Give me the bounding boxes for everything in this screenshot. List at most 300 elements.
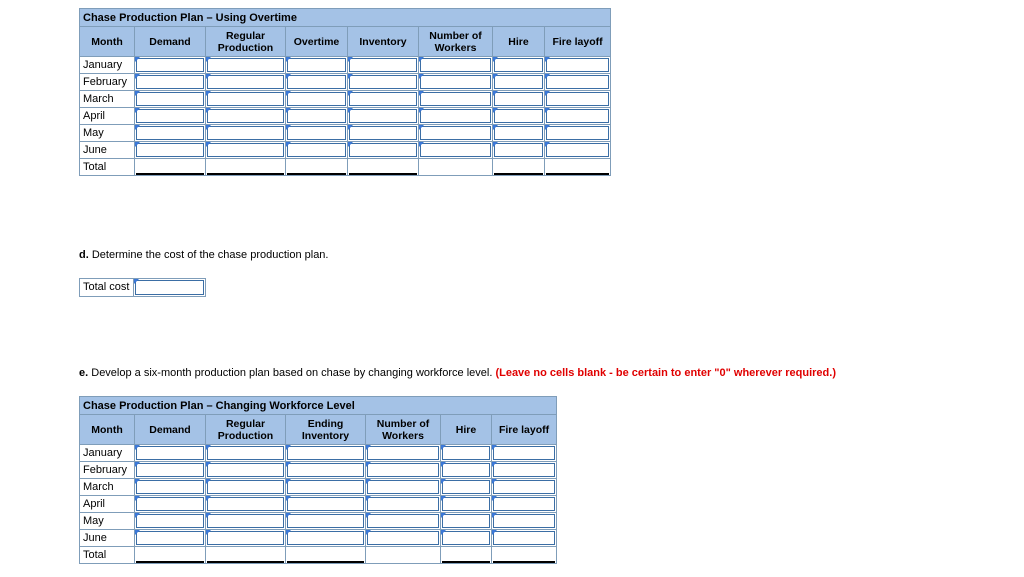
input-cell[interactable]	[135, 91, 206, 108]
empty-cell	[419, 159, 493, 176]
input-field[interactable]	[207, 548, 284, 563]
input-field[interactable]	[207, 75, 284, 89]
input-field[interactable]	[287, 497, 364, 511]
input-field[interactable]	[546, 92, 609, 106]
input-cell[interactable]	[135, 462, 206, 479]
input-field[interactable]	[136, 75, 204, 89]
input-field[interactable]	[442, 463, 490, 477]
input-cell[interactable]	[492, 445, 557, 462]
input-field[interactable]	[207, 92, 284, 106]
input-field[interactable]	[420, 109, 491, 123]
input-field[interactable]	[546, 58, 609, 72]
input-marker-icon	[545, 57, 550, 62]
input-field[interactable]	[136, 531, 204, 545]
input-cell[interactable]	[135, 74, 206, 91]
input-cell[interactable]	[493, 57, 545, 74]
input-marker-icon	[286, 496, 291, 501]
header-number-of-workers: Number of Workers	[366, 415, 441, 445]
input-cell[interactable]	[441, 513, 492, 530]
input-marker-icon	[206, 91, 211, 96]
input-cell[interactable]	[493, 91, 545, 108]
input-cell[interactable]	[206, 125, 286, 142]
input-cell[interactable]	[286, 142, 348, 159]
input-cell[interactable]	[492, 496, 557, 513]
input-cell[interactable]	[493, 142, 545, 159]
input-marker-icon	[366, 530, 371, 535]
input-marker-icon	[348, 142, 353, 147]
total-cost-label: Total cost	[79, 278, 134, 297]
input-cell[interactable]	[286, 513, 366, 530]
input-cell[interactable]	[419, 142, 493, 159]
total-label: Total	[80, 547, 135, 564]
input-field[interactable]	[207, 58, 284, 72]
input-field[interactable]	[494, 58, 543, 72]
input-marker-icon	[134, 279, 139, 284]
month-label: May	[80, 125, 135, 142]
input-field[interactable]	[349, 58, 417, 72]
input-cell[interactable]	[135, 108, 206, 125]
input-field[interactable]	[136, 480, 204, 494]
input-marker-icon	[492, 513, 497, 518]
input-cell[interactable]	[419, 57, 493, 74]
input-marker-icon	[493, 142, 498, 147]
input-cell[interactable]	[206, 513, 286, 530]
month-label: April	[80, 108, 135, 125]
input-field[interactable]	[287, 160, 346, 175]
table-row	[80, 74, 611, 91]
input-marker-icon	[135, 91, 140, 96]
total-cost-input[interactable]	[133, 278, 206, 297]
input-field[interactable]	[287, 548, 364, 563]
input-field[interactable]	[287, 480, 364, 494]
header-hire: Hire	[493, 27, 545, 57]
input-cell[interactable]	[366, 479, 441, 496]
input-marker-icon	[441, 479, 446, 484]
input-field[interactable]	[136, 160, 204, 175]
month-label: February	[80, 462, 135, 479]
input-cell[interactable]	[493, 125, 545, 142]
input-field[interactable]	[494, 160, 543, 175]
table-row	[80, 125, 611, 142]
input-marker-icon	[545, 142, 550, 147]
input-cell[interactable]	[286, 57, 348, 74]
total-input-cell[interactable]	[492, 547, 557, 564]
header-ending-inventory: Ending Inventory	[286, 415, 366, 445]
input-field[interactable]	[349, 75, 417, 89]
input-cell[interactable]	[206, 108, 286, 125]
input-marker-icon	[492, 445, 497, 450]
input-field[interactable]	[287, 92, 346, 106]
total-input-cell[interactable]	[206, 547, 286, 564]
input-field[interactable]	[287, 463, 364, 477]
table-row	[80, 142, 611, 159]
input-field[interactable]	[207, 514, 284, 528]
input-field[interactable]	[287, 109, 346, 123]
input-cell[interactable]	[135, 142, 206, 159]
input-cell[interactable]	[366, 530, 441, 547]
input-cell[interactable]	[135, 479, 206, 496]
input-marker-icon	[366, 479, 371, 484]
input-cell[interactable]	[286, 462, 366, 479]
total-input-cell[interactable]	[441, 547, 492, 564]
input-cell[interactable]	[545, 57, 611, 74]
input-field[interactable]	[207, 109, 284, 123]
input-cell[interactable]	[441, 530, 492, 547]
input-field[interactable]	[494, 143, 543, 157]
input-marker-icon	[348, 57, 353, 62]
input-field[interactable]	[546, 160, 609, 175]
input-marker-icon	[135, 142, 140, 147]
input-field[interactable]	[442, 497, 490, 511]
input-field[interactable]	[493, 463, 555, 477]
input-field[interactable]	[207, 126, 284, 140]
input-field[interactable]	[207, 463, 284, 477]
month-label: May	[80, 513, 135, 530]
input-field[interactable]	[349, 126, 417, 140]
input-marker-icon	[206, 513, 211, 518]
total-row	[80, 159, 611, 176]
input-marker-icon	[419, 142, 424, 147]
total-input-cell[interactable]	[348, 159, 419, 176]
input-cell[interactable]	[206, 142, 286, 159]
total-label: Total	[80, 159, 135, 176]
input-marker-icon	[206, 74, 211, 79]
input-marker-icon	[419, 91, 424, 96]
input-marker-icon	[135, 513, 140, 518]
table-row	[80, 496, 557, 513]
input-field[interactable]	[420, 58, 491, 72]
header-demand: Demand	[135, 27, 206, 57]
input-field[interactable]	[207, 446, 284, 460]
input-field[interactable]	[287, 446, 364, 460]
input-field[interactable]	[349, 160, 417, 175]
input-field[interactable]	[442, 514, 490, 528]
input-field[interactable]	[420, 92, 491, 106]
input-field[interactable]	[136, 126, 204, 140]
input-field[interactable]	[493, 531, 555, 545]
input-marker-icon	[366, 445, 371, 450]
input-field[interactable]	[287, 58, 346, 72]
input-field[interactable]	[136, 497, 204, 511]
total-input-cell[interactable]	[135, 159, 206, 176]
input-field[interactable]	[494, 109, 543, 123]
input-cell[interactable]	[348, 142, 419, 159]
input-marker-icon	[493, 91, 498, 96]
input-cell[interactable]	[135, 57, 206, 74]
question-e-warning: (Leave no cells blank - be certain to enter "0" wherever required.)	[495, 367, 836, 379]
input-marker-icon	[493, 108, 498, 113]
input-cell[interactable]	[419, 108, 493, 125]
input-field[interactable]	[136, 109, 204, 123]
total-input-cell[interactable]	[286, 547, 366, 564]
input-marker-icon	[441, 496, 446, 501]
input-cell[interactable]	[135, 496, 206, 513]
input-marker-icon	[206, 57, 211, 62]
input-field[interactable]	[136, 514, 204, 528]
input-cell[interactable]	[135, 445, 206, 462]
input-field[interactable]	[420, 143, 491, 157]
input-marker-icon	[545, 91, 550, 96]
input-field[interactable]	[287, 531, 364, 545]
input-marker-icon	[348, 91, 353, 96]
table-row	[80, 445, 557, 462]
table-row	[80, 513, 557, 530]
total-input-cell[interactable]	[135, 547, 206, 564]
input-field[interactable]	[494, 92, 543, 106]
input-field[interactable]	[367, 446, 439, 460]
table-body	[80, 445, 557, 564]
input-cell[interactable]	[206, 462, 286, 479]
input-cell[interactable]	[366, 513, 441, 530]
input-cell[interactable]	[348, 125, 419, 142]
empty-cell	[366, 547, 441, 564]
input-marker-icon	[206, 530, 211, 535]
input-cell[interactable]	[286, 479, 366, 496]
table-row	[80, 108, 611, 125]
input-marker-icon	[492, 530, 497, 535]
input-cell[interactable]	[348, 74, 419, 91]
input-cell[interactable]	[545, 142, 611, 159]
input-marker-icon	[286, 91, 291, 96]
input-cell[interactable]	[492, 462, 557, 479]
input-cell[interactable]	[206, 74, 286, 91]
input-field[interactable]	[287, 126, 346, 140]
input-field[interactable]	[367, 514, 439, 528]
input-field[interactable]	[136, 446, 204, 460]
input-field[interactable]	[367, 497, 439, 511]
input-marker-icon	[492, 479, 497, 484]
input-field[interactable]	[367, 480, 439, 494]
total-input-cell[interactable]	[286, 159, 348, 176]
input-cell[interactable]	[419, 125, 493, 142]
chase-plan-workforce-table	[79, 396, 557, 564]
input-field[interactable]	[207, 160, 284, 175]
input-field[interactable]	[494, 75, 543, 89]
input-cell[interactable]	[441, 479, 492, 496]
input-cell[interactable]	[206, 57, 286, 74]
input-field[interactable]	[136, 92, 204, 106]
month-label: March	[80, 91, 135, 108]
input-marker-icon	[206, 496, 211, 501]
input-marker-icon	[366, 462, 371, 467]
input-cell[interactable]	[419, 74, 493, 91]
input-field[interactable]	[493, 446, 555, 460]
input-cell[interactable]	[366, 462, 441, 479]
input-field[interactable]	[349, 109, 417, 123]
input-cell[interactable]	[286, 108, 348, 125]
table-title: Chase Production Plan – Changing Workforce Level	[80, 397, 557, 415]
month-label: January	[80, 57, 135, 74]
question-d-letter: d.	[79, 249, 89, 261]
total-input-cell[interactable]	[493, 159, 545, 176]
input-cell[interactable]	[348, 57, 419, 74]
input-cell[interactable]	[135, 513, 206, 530]
month-label: June	[80, 142, 135, 159]
input-marker-icon	[366, 496, 371, 501]
input-cell[interactable]	[492, 530, 557, 547]
header-month: Month	[80, 415, 135, 445]
input-marker-icon	[286, 142, 291, 147]
input-cell[interactable]	[348, 91, 419, 108]
input-marker-icon	[135, 74, 140, 79]
input-cell[interactable]	[545, 125, 611, 142]
input-field[interactable]	[349, 143, 417, 157]
input-cell[interactable]	[286, 125, 348, 142]
input-marker-icon	[419, 125, 424, 130]
input-field[interactable]	[367, 463, 439, 477]
input-cell[interactable]	[348, 108, 419, 125]
input-field[interactable]	[287, 143, 346, 157]
input-marker-icon	[286, 462, 291, 467]
header-regular-production: Regular Production	[206, 415, 286, 445]
input-field[interactable]	[287, 75, 346, 89]
input-marker-icon	[441, 462, 446, 467]
question-e-letter: e.	[79, 367, 89, 379]
input-marker-icon	[135, 530, 140, 535]
input-field[interactable]	[207, 497, 284, 511]
month-label: February	[80, 74, 135, 91]
input-cell[interactable]	[545, 74, 611, 91]
input-field[interactable]	[367, 531, 439, 545]
month-label: June	[80, 530, 135, 547]
input-marker-icon	[286, 513, 291, 518]
input-field[interactable]	[546, 109, 609, 123]
header-month: Month	[80, 27, 135, 57]
header-hire: Hire	[441, 415, 492, 445]
input-cell[interactable]	[366, 496, 441, 513]
input-marker-icon	[348, 125, 353, 130]
input-field[interactable]	[442, 446, 490, 460]
input-marker-icon	[286, 445, 291, 450]
input-cell[interactable]	[206, 496, 286, 513]
input-cell[interactable]	[286, 91, 348, 108]
input-field[interactable]	[420, 75, 491, 89]
input-field[interactable]	[442, 548, 490, 563]
input-marker-icon	[135, 125, 140, 130]
input-field[interactable]	[546, 126, 609, 140]
table-row	[80, 479, 557, 496]
total-cost-row	[79, 278, 206, 297]
header-demand: Demand	[135, 415, 206, 445]
header-overtime: Overtime	[286, 27, 348, 57]
input-cell[interactable]	[286, 445, 366, 462]
input-cell[interactable]	[441, 462, 492, 479]
input-cell[interactable]	[206, 530, 286, 547]
month-label: January	[80, 445, 135, 462]
input-field[interactable]	[493, 480, 555, 494]
input-marker-icon	[206, 462, 211, 467]
input-marker-icon	[492, 496, 497, 501]
input-cell[interactable]	[206, 445, 286, 462]
input-marker-icon	[419, 57, 424, 62]
input-field[interactable]	[493, 514, 555, 528]
input-field[interactable]	[546, 75, 609, 89]
input-cell[interactable]	[493, 74, 545, 91]
input-marker-icon	[492, 462, 497, 467]
input-marker-icon	[286, 74, 291, 79]
total-input-cell[interactable]	[545, 159, 611, 176]
input-cell[interactable]	[135, 530, 206, 547]
header-regular-production: Regular Production	[206, 27, 286, 57]
input-cell[interactable]	[366, 445, 441, 462]
header-inventory: Inventory	[348, 27, 419, 57]
input-field[interactable]	[493, 497, 555, 511]
input-field[interactable]	[494, 126, 543, 140]
input-marker-icon	[419, 108, 424, 113]
input-marker-icon	[348, 108, 353, 113]
input-marker-icon	[441, 445, 446, 450]
input-field[interactable]	[442, 531, 490, 545]
input-marker-icon	[366, 513, 371, 518]
input-cell[interactable]	[493, 108, 545, 125]
input-field[interactable]	[420, 126, 491, 140]
input-cell[interactable]	[545, 108, 611, 125]
input-field[interactable]	[136, 143, 204, 157]
input-cell[interactable]	[286, 530, 366, 547]
input-marker-icon	[441, 530, 446, 535]
input-cell[interactable]	[286, 74, 348, 91]
input-cell[interactable]	[206, 91, 286, 108]
input-marker-icon	[206, 108, 211, 113]
total-input-cell[interactable]	[206, 159, 286, 176]
input-field[interactable]	[349, 92, 417, 106]
input-field[interactable]	[287, 514, 364, 528]
input-field[interactable]	[136, 463, 204, 477]
input-cell[interactable]	[545, 91, 611, 108]
header-fire-layoff: Fire layoff	[545, 27, 611, 57]
input-field[interactable]	[493, 548, 555, 563]
input-cell[interactable]	[419, 91, 493, 108]
input-cell[interactable]	[441, 445, 492, 462]
question-e	[79, 367, 1009, 379]
input-cell[interactable]	[492, 479, 557, 496]
input-marker-icon	[493, 74, 498, 79]
input-cell[interactable]	[492, 513, 557, 530]
table-body	[80, 57, 611, 176]
month-label: March	[80, 479, 135, 496]
input-marker-icon	[206, 142, 211, 147]
input-marker-icon	[206, 479, 211, 484]
input-marker-icon	[545, 125, 550, 130]
input-cell[interactable]	[441, 496, 492, 513]
input-field[interactable]	[136, 58, 204, 72]
input-field[interactable]	[207, 531, 284, 545]
input-marker-icon	[135, 445, 140, 450]
question-d-text: Determine the cost of the chase production plan.	[91, 249, 329, 261]
input-marker-icon	[135, 479, 140, 484]
input-field[interactable]	[136, 548, 204, 563]
header-fire-layoff: Fire layoff	[492, 415, 557, 445]
input-field[interactable]	[442, 480, 490, 494]
table-row	[80, 530, 557, 547]
input-field[interactable]	[207, 480, 284, 494]
input-marker-icon	[135, 57, 140, 62]
input-marker-icon	[286, 479, 291, 484]
table-row	[80, 91, 611, 108]
input-marker-icon	[419, 74, 424, 79]
table-row	[80, 57, 611, 74]
input-cell[interactable]	[206, 479, 286, 496]
input-marker-icon	[493, 125, 498, 130]
input-marker-icon	[135, 108, 140, 113]
input-cell[interactable]	[135, 125, 206, 142]
input-field[interactable]	[546, 143, 609, 157]
input-cell[interactable]	[286, 496, 366, 513]
total-cost-field[interactable]	[135, 280, 204, 295]
input-marker-icon	[441, 513, 446, 518]
input-marker-icon	[286, 108, 291, 113]
input-field[interactable]	[207, 143, 284, 157]
